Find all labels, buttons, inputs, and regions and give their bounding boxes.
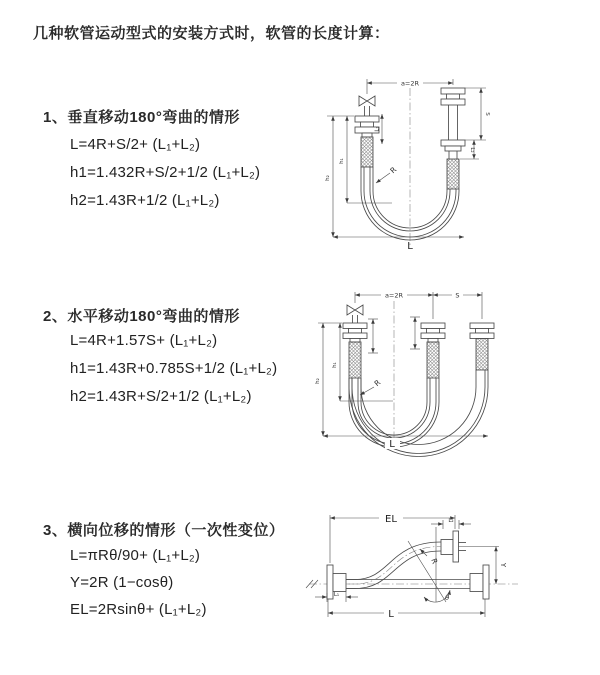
section-3-formula-y: Y=2R (1−cosθ) — [70, 574, 174, 591]
right-riser — [441, 88, 465, 189]
riser-left — [343, 323, 367, 378]
dim-label-el: EL — [385, 514, 397, 525]
dim-label-l2: L₂ — [469, 147, 475, 153]
section-2-formula-l: L=4R+1.57S+ (L₁+L₂) — [70, 332, 218, 349]
hose-position-2 — [349, 370, 488, 457]
riser-middle — [421, 323, 445, 378]
dim-fitting-left — [368, 319, 378, 353]
riser-right — [470, 323, 494, 370]
page-title: 几种软管运动型式的安装方式时，软管的长度计算： — [33, 25, 390, 42]
dim-label-l1: L₁ — [374, 126, 381, 132]
construction-lines — [408, 527, 450, 602]
section-2-formula-h1: h1=1.43R+0.785S+1/2 (L₁+L₂) — [70, 360, 278, 377]
dim-label-l-total: L — [388, 609, 394, 620]
dim-label-h2: h₂ — [325, 175, 331, 181]
section-2-formula-h2: h2=1.43R+S/2+1/2 (L₁+L₂) — [70, 388, 252, 405]
section-3-formula-l: L=πRθ/90+ (L₁+L₂) — [70, 547, 201, 564]
dim-l2-top — [431, 518, 471, 529]
dim-h2 — [315, 323, 323, 436]
dim-l1 — [315, 592, 358, 602]
dim-label-l2: L₂ — [448, 518, 454, 524]
left-riser — [355, 106, 379, 167]
diagram-horizontal-180-bend — [308, 281, 548, 466]
dim-s — [465, 88, 490, 140]
right-flange — [470, 565, 489, 599]
section-3-heading: 3、横向位移的情形（一次性变位） — [43, 522, 285, 539]
radius-callout — [376, 165, 398, 183]
dim-label-r: R — [372, 377, 383, 389]
dim-label-h2: h₂ — [315, 378, 321, 384]
dim-label-y: Y — [499, 562, 507, 568]
valve-icon — [347, 305, 363, 323]
dim-label-r: R — [429, 557, 440, 566]
section-1-formula-h2: h2=1.43R+1/2 (L₁+L₂) — [70, 192, 220, 209]
dim-label-s: S — [484, 112, 490, 116]
dim-label-l-total: L — [407, 241, 413, 252]
dim-label-s: S — [455, 291, 460, 300]
section-1-heading: 1、垂直移动180°弯曲的情形 — [43, 109, 240, 126]
dim-label-r: R — [388, 165, 399, 176]
dim-a2r — [355, 291, 482, 320]
section-3-formula-el: EL=2Rsinθ+ (L₁+L₂) — [70, 601, 207, 618]
dim-label-h1: h₁ — [339, 158, 345, 164]
radius-callout — [360, 378, 382, 395]
dim-label-h1: h₁ — [332, 362, 338, 368]
dim-l-bottom — [328, 599, 485, 620]
hose-s-curve — [346, 542, 441, 589]
dim-fitting-middle — [410, 317, 420, 349]
dim-h2 — [325, 116, 333, 237]
dim-label-l1: L₁ — [333, 592, 340, 598]
section-1-formula-h1: h1=1.432R+S/2+1/2 (L₁+L₂) — [70, 164, 261, 181]
section-1-formula-l: L=4R+S/2+ (L₁+L₂) — [70, 136, 201, 153]
valve-icon — [359, 96, 375, 106]
dim-label-l-total: L — [389, 439, 395, 450]
dim-l-bottom — [333, 237, 464, 252]
diagram-vertical-180-bend — [312, 66, 547, 262]
section-2-heading: 2、水平移动180°弯曲的情形 — [43, 308, 240, 325]
diagram-lateral-displacement — [303, 503, 598, 661]
dim-label-a2r: a=2R — [384, 291, 404, 300]
angle-label-theta: θ — [445, 594, 450, 602]
dim-label-a2r: a=2R — [400, 79, 420, 88]
